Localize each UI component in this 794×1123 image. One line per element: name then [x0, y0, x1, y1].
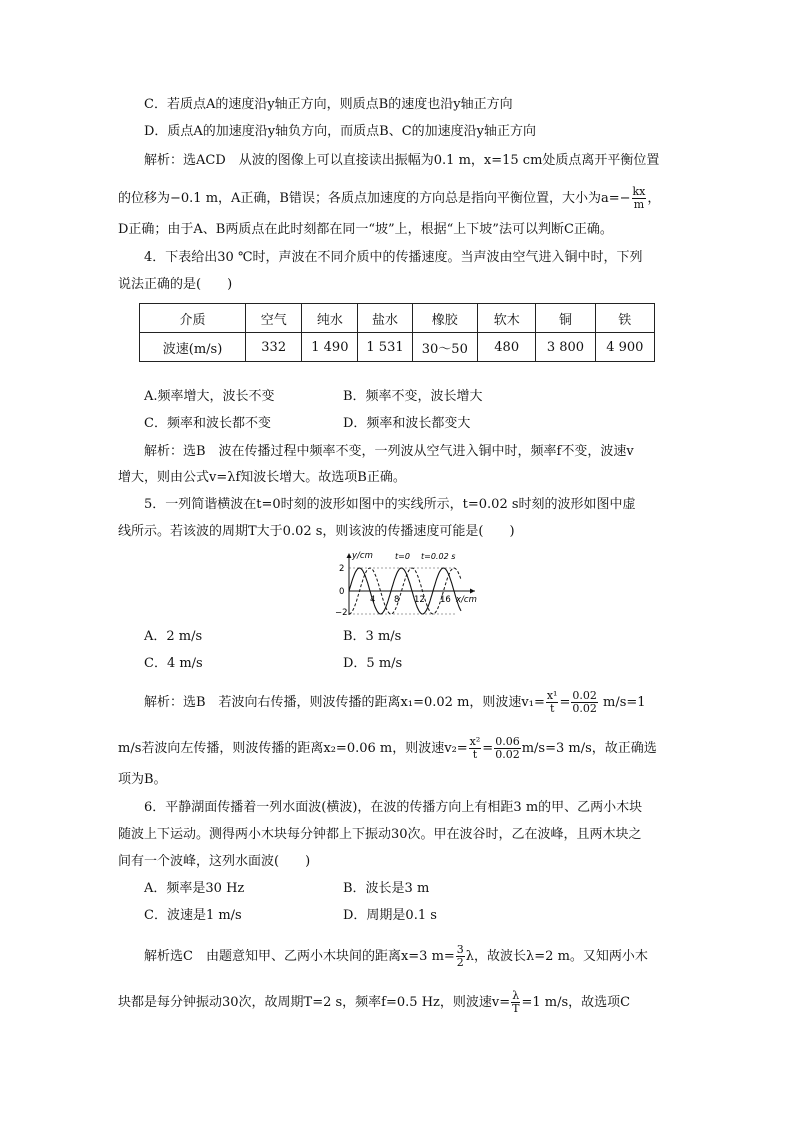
x-axis-label: x/cm [456, 595, 477, 605]
x-tick-label: 16 [440, 595, 451, 605]
q5-solution-line1 [144, 690, 646, 715]
table-header-cell: 空气 [246, 304, 302, 333]
y-tick-label: 2 [339, 564, 345, 574]
x-tick-label: 4 [370, 595, 376, 605]
q5-option-c: C．4 m/s [144, 656, 203, 671]
equals-sign: = [482, 741, 494, 756]
solution-text-end: m/s=1 [603, 695, 646, 710]
fraction-denominator: m [633, 198, 645, 211]
x-tick-label: 8 [394, 595, 400, 605]
table-header-cell: 铜 [536, 304, 595, 333]
q6-option-c: C．波速是1 m/s [144, 908, 242, 923]
waveform-graph [325, 549, 495, 619]
sound-speed-table [139, 303, 655, 362]
label-t0: t=0 [395, 552, 410, 561]
q3-solution-text-end: ， [647, 191, 661, 206]
fraction-denominator: t [472, 748, 478, 761]
q3-solution-line2 [118, 186, 660, 211]
fraction [511, 990, 520, 1015]
y-axis-label: y/cm [352, 551, 373, 561]
q5-option-b: B．3 m/s [343, 629, 402, 644]
q6-stem-line1: 6．平静湖面传播着一列水面波(横波)，在波的传播方向上有相距3 m的甲、乙两小木块 [144, 800, 643, 815]
fraction-denominator: 0.02 [495, 748, 520, 761]
fraction-numerator: 3 [456, 943, 464, 956]
solution-text-end: m/s=3 m/s，故正确选 [521, 741, 657, 756]
table-header-cell: 纯水 [302, 304, 358, 333]
table-header-cell: 铁 [595, 304, 654, 333]
fraction [546, 690, 559, 715]
fraction-denominator: T [512, 1002, 520, 1015]
fraction-denominator: 2 [456, 956, 464, 969]
label-t002: t=0.02 s [421, 552, 456, 561]
table-cell: 3 800 [536, 333, 595, 362]
solution-text: 解析选C 由题意知甲、乙两小木块间的距离x=3 m= [144, 949, 455, 964]
q4-option-c: C．频率和波长都不变 [144, 416, 271, 431]
y-axis-arrow [347, 553, 352, 558]
fraction [571, 690, 598, 715]
fraction-numerator: kx [632, 185, 646, 198]
table-cell: 1 490 [302, 333, 358, 362]
solution-text: 块都是每分钟振动30次，故周期T=2 s，频率f=0.5 Hz，则波速v= [118, 995, 511, 1010]
q6-stem-line3: 间有一个波峰，这列水面波( ) [118, 854, 311, 869]
q4-option-a: A.频率增大，波长不变 [144, 389, 275, 404]
q5-solution-line3: 项为B。 [118, 772, 167, 787]
q4-stem-line1: 4．下表给出30 ℃时，声波在不同介质中的传播速度。当声波由空气进入铜中时，下列 [144, 250, 643, 265]
fraction-denominator: 0.02 [572, 702, 597, 715]
table-header-cell: 介质 [140, 304, 246, 333]
q3-solution-line1: 解析：选ACD 从波的图像上可以直接读出振幅为0.1 m，x=15 cm处质点离开平衡位置 [144, 153, 660, 168]
fraction [456, 944, 465, 969]
solution-text-end: =1 m/s，故选项C [521, 995, 631, 1010]
q3-option-c: C．若质点A的速度沿y轴正方向，则质点B的速度也沿y轴正方向 [144, 97, 513, 112]
solution-text: m/s若波向左传播，则波传播的距离x₂=0.06 m，则波速v₂= [118, 741, 468, 756]
x-axis-arrow [470, 589, 475, 594]
fraction-denominator: t [549, 702, 555, 715]
table-header-cell: 盐水 [358, 304, 412, 333]
table-header-row [140, 304, 655, 333]
q4-solution-line2: 增大，则由公式v=λf知波长增大。故选项B正确。 [118, 470, 406, 485]
table-cell: 1 531 [358, 333, 412, 362]
q6-option-a: A．频率是30 Hz [144, 881, 245, 896]
y-tick-label: 0 [339, 587, 345, 597]
q3-fraction [632, 186, 647, 211]
q3-option-d: D．质点A的加速度沿y轴负方向，而质点B、C的加速度沿y轴正方向 [144, 124, 536, 139]
q5-stem-line1: 5．一列简谐横波在t=0时刻的波形如图中的实线所示，t=0.02 s时刻的波形如图中虚 [144, 497, 636, 512]
table-cell: 480 [478, 333, 536, 362]
q3-solution-text: 的位移为−0.1 m，A正确，B错误；各质点加速度的方向总是指向平衡位置，大小为a=− [118, 191, 631, 206]
q6-stem-line2: 随波上下运动。测得两小木块每分钟都上下振动30次。甲在波谷时，乙在波峰，且两木块之 [118, 827, 642, 842]
table-row [140, 333, 655, 362]
q4-solution-line1: 解析：选B 波在传播过程中频率不变，一列波从空气进入铜中时，频率f不变，波速v [144, 444, 634, 459]
table-cell: 332 [246, 333, 302, 362]
fraction-numerator: 0.02 [572, 689, 597, 702]
table-cell: 4 900 [595, 333, 654, 362]
fraction-numerator: λ [512, 989, 520, 1002]
q5-option-a: A．2 m/s [144, 629, 203, 644]
solution-text-end: λ，故波长λ=2 m。又知两小木 [465, 949, 648, 964]
q5-solution-line2 [118, 736, 657, 761]
y-tick-label: −2 [335, 608, 348, 618]
fraction [469, 736, 482, 761]
q4-option-d: D．频率和波长都变大 [343, 416, 471, 431]
q4-stem-line2: 说法正确的是( ) [118, 277, 233, 292]
table-header-cell: 软木 [478, 304, 536, 333]
fraction-numerator: 0.06 [495, 735, 520, 748]
fraction [494, 736, 521, 761]
q5-option-d: D．5 m/s [343, 656, 403, 671]
table-header-cell: 橡胶 [412, 304, 478, 333]
q6-option-d: D．周期是0.1 s [343, 908, 437, 923]
equals-sign: = [559, 695, 571, 710]
x-tick-label: 12 [414, 595, 425, 605]
q3-solution-line3: D正确；由于A、B两质点在此时刻都在同一“坡”上，根据“上下坡”法可以判断C正确。 [118, 222, 613, 237]
table-cell: 30～50 [412, 333, 478, 362]
fraction-numerator: x¹ [546, 689, 558, 702]
solution-text: 解析：选B 若波向右传播，则波传播的距离x₁=0.02 m，则波速v₁= [144, 695, 545, 710]
q6-solution-line2 [118, 990, 630, 1015]
q6-option-b: B．波长是3 m [343, 881, 430, 896]
q4-option-b: B．频率不变，波长增大 [343, 389, 483, 404]
fraction-numerator: x² [469, 735, 481, 748]
q6-solution-line1 [144, 944, 648, 969]
table-cell: 波速(m/s) [140, 333, 246, 362]
q5-stem-line2: 线所示。若该波的周期T大于0.02 s，则该波的传播速度可能是( ) [118, 524, 515, 539]
